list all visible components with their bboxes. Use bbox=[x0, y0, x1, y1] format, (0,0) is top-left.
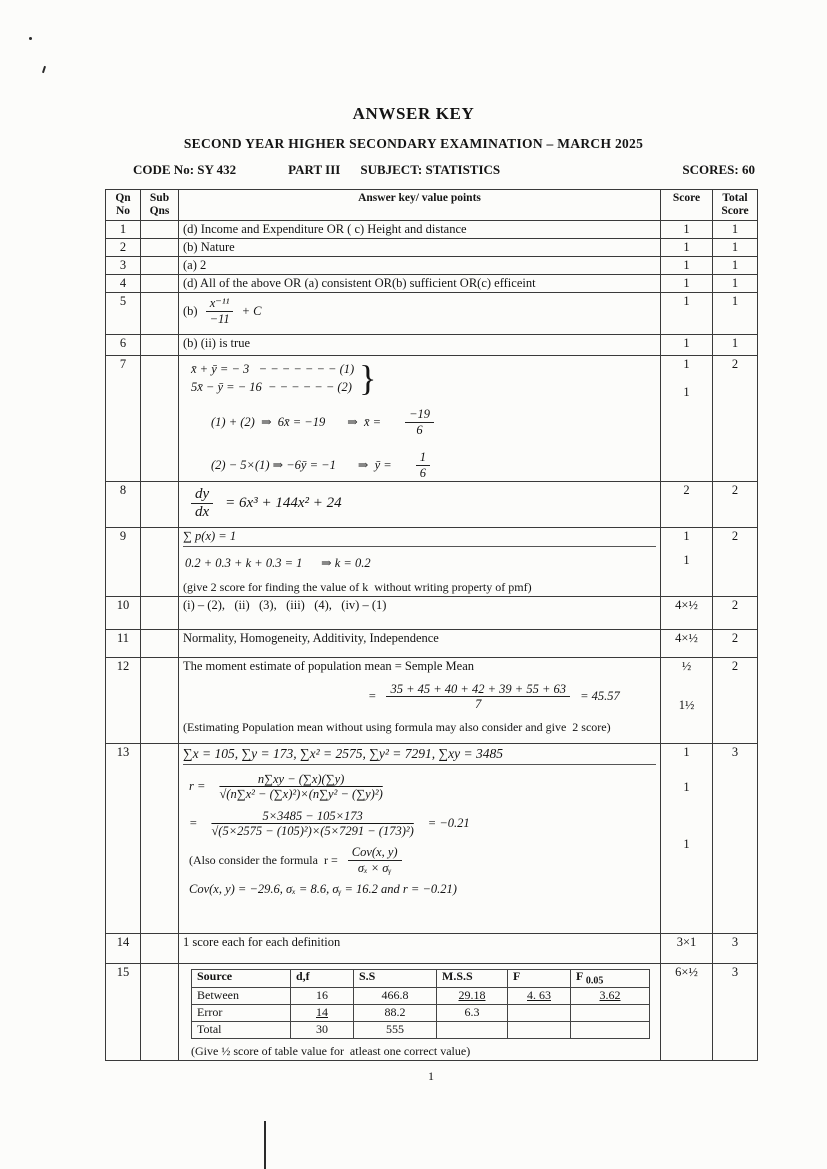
answer-cell: (d) Income and Expenditure OR ( c) Height and distance bbox=[179, 221, 661, 239]
answer-cell: (d) All of the above OR (a) consistent OR(b) sufficient OR(c) efficeint bbox=[179, 275, 661, 293]
score-cell: 4×½ bbox=[661, 596, 713, 629]
table-row-q12 bbox=[106, 657, 758, 743]
fraction: $\frac{dy}{dx}$ bbox=[191, 486, 213, 522]
solution-step-2 bbox=[211, 450, 656, 480]
code-number: CODE No: SY 432 bbox=[133, 162, 237, 177]
anova-row-error: Error 14 88.2 6.3 bbox=[192, 1004, 650, 1021]
correlation-formula bbox=[189, 772, 656, 802]
anova-header-ss: S.S bbox=[354, 969, 437, 987]
fraction: $\frac{\text{x⁻¹¹}}{-11}$ bbox=[206, 296, 234, 326]
score-cell: 4×½ bbox=[661, 629, 713, 657]
fraction: $\frac{1}{6}$ bbox=[416, 450, 430, 480]
table-row-q2 bbox=[106, 239, 758, 257]
step-result: ⇒ ȳ = bbox=[357, 458, 392, 473]
qn-number: 14 bbox=[106, 933, 141, 963]
answer-cell: 1 score each for each definition bbox=[179, 933, 661, 963]
fraction: $\frac{5\times 3485 - 105\times 173}{\text{√(5×2575 − (105)²)×(5×7291 − (173)²)}}$ bbox=[211, 808, 414, 839]
equation-1: x̄ + ȳ = − 3 − − − − − − − (1) bbox=[191, 362, 355, 377]
total-score-cell: 2 bbox=[713, 356, 758, 482]
col-header-sub-qns: Sub Qns bbox=[141, 190, 179, 221]
qn-number: 7 bbox=[106, 356, 141, 482]
derivative-formula bbox=[189, 486, 656, 522]
total-score-cell: 1 bbox=[713, 335, 758, 356]
qn-number: 6 bbox=[106, 335, 141, 356]
score-value: 1 bbox=[683, 528, 690, 543]
answer-cell: (i) – (2), (ii) (3), (iii) (4), (iv) – (1) bbox=[179, 596, 661, 629]
col-header-answer-key: Answer key/ value points bbox=[179, 190, 661, 221]
col-header-qn-no: Qn No bbox=[106, 190, 141, 221]
table-row-q1 bbox=[106, 221, 758, 239]
total-score-cell: 1 bbox=[713, 239, 758, 257]
anova-header-f: F bbox=[508, 969, 571, 987]
formula-body: = 6x³ + 144x² + 24 bbox=[225, 495, 342, 512]
anova-row-between: Between 16 466.8 29.18 4. 63 3.62 bbox=[192, 987, 650, 1004]
fraction: $\frac{n\sum xy - (\sum x)(\sum y)}{\text{√(n∑x² − (∑x)²)×(n∑y² − (∑y)²)}}$ bbox=[219, 771, 383, 802]
answer-cell bbox=[179, 963, 661, 1060]
qn-number: 10 bbox=[106, 596, 141, 629]
sub-qns-cell bbox=[141, 356, 179, 482]
table-row-q4 bbox=[106, 275, 758, 293]
covariance-values: Cov(x, y) = −29.6, σₓ = 8.6, σᵧ = 16.2 and r = −0.21) bbox=[189, 882, 457, 897]
score-cell: 1 bbox=[661, 335, 713, 356]
exam-meta-row bbox=[105, 162, 757, 178]
solution-equation: 0.2 + 0.3 + k + 0.3 = 1 ⇒ k = 0.2 bbox=[185, 555, 371, 570]
qn-number: 8 bbox=[106, 481, 141, 527]
sub-qns-cell bbox=[141, 933, 179, 963]
page-number: 1 bbox=[428, 1068, 434, 1083]
total-score-cell: 3 bbox=[713, 933, 758, 963]
sub-qns-cell bbox=[141, 221, 179, 239]
answer-cell bbox=[179, 743, 661, 933]
col-header-score: Score bbox=[661, 190, 713, 221]
table-row-q10 bbox=[106, 596, 758, 629]
document-header bbox=[0, 0, 827, 178]
sub-qns-cell bbox=[141, 963, 179, 1060]
equation-2: 5x̄ − ȳ = − 16 − − − − − − (2) bbox=[191, 380, 352, 395]
qn-number: 3 bbox=[106, 257, 141, 275]
alternate-formula-note bbox=[189, 845, 656, 875]
total-score-cell: 2 bbox=[713, 629, 758, 657]
score-cell bbox=[661, 743, 713, 933]
qn-number: 15 bbox=[106, 963, 141, 1060]
result-value: = 45.57 bbox=[580, 689, 620, 704]
qn-number: 11 bbox=[106, 629, 141, 657]
score-cell bbox=[661, 657, 713, 743]
exam-title: SECOND YEAR HIGHER SECONDARY EXAMINATION – MARCH 2025 bbox=[183, 136, 644, 151]
sub-qns-cell bbox=[141, 596, 179, 629]
score-value: ½ bbox=[681, 658, 692, 673]
answer-cell bbox=[179, 293, 661, 335]
score-value: 1 bbox=[683, 552, 690, 567]
score-cell: 1 bbox=[661, 257, 713, 275]
answer-cell bbox=[179, 527, 661, 596]
total-score-cell: 1 bbox=[713, 257, 758, 275]
score-cell: 1 bbox=[661, 275, 713, 293]
total-score-cell: 2 bbox=[713, 481, 758, 527]
scores-label: SCORES: 60 bbox=[682, 162, 755, 177]
anova-header-row bbox=[192, 969, 650, 987]
sub-qns-cell bbox=[141, 239, 179, 257]
table-row-q3 bbox=[106, 257, 758, 275]
summations-line: ∑x = 105, ∑y = 173, ∑x² = 2575, ∑y² = 7291, ∑xy = 3485 bbox=[183, 746, 656, 765]
r-equals: r = bbox=[189, 779, 206, 794]
score-cell: 1 bbox=[661, 293, 713, 335]
answer-cell: (a) 2 bbox=[179, 257, 661, 275]
table-header-row bbox=[106, 190, 758, 221]
anova-header-source: Source bbox=[192, 969, 291, 987]
option-label: (b) bbox=[183, 303, 198, 318]
answer-cell bbox=[179, 356, 661, 482]
anova-table bbox=[191, 969, 650, 1039]
subject-label: SUBJECT: STATISTICS bbox=[360, 162, 501, 177]
total-score-cell: 2 bbox=[713, 527, 758, 596]
sub-qns-cell bbox=[141, 275, 179, 293]
sub-qns-cell bbox=[141, 657, 179, 743]
score-cell: 1 bbox=[661, 221, 713, 239]
score-cell bbox=[661, 356, 713, 482]
marking-note: (give 2 score for finding the value of k without writing property of pmf) bbox=[183, 579, 532, 594]
qn-number: 2 bbox=[106, 239, 141, 257]
sub-qns-cell bbox=[141, 257, 179, 275]
answer-formula bbox=[183, 296, 656, 326]
qn-number: 9 bbox=[106, 527, 141, 596]
answer-cell: (b) (ii) is true bbox=[179, 335, 661, 356]
score-value: 1 bbox=[683, 836, 690, 851]
sub-qns-cell bbox=[141, 527, 179, 596]
table-row-q15 bbox=[106, 963, 758, 1060]
table-row-q14 bbox=[106, 933, 758, 963]
marking-note: (Give ½ score of table value for atleast one correct value) bbox=[191, 1043, 471, 1058]
result-value: = −0.21 bbox=[427, 816, 470, 831]
equals-sign: = bbox=[189, 816, 198, 831]
score-cell: 2 bbox=[661, 481, 713, 527]
sub-qns-cell bbox=[141, 629, 179, 657]
answer-cell bbox=[179, 657, 661, 743]
formula-suffix: + C bbox=[241, 303, 262, 318]
equations bbox=[191, 360, 354, 396]
step-expression: (2) − 5×(1) ⇒ −6ȳ = −1 bbox=[211, 458, 336, 473]
total-score-cell: 1 bbox=[713, 293, 758, 335]
score-value: 1 bbox=[683, 357, 690, 372]
answer-cell: (b) Nature bbox=[179, 239, 661, 257]
total-score-cell: 1 bbox=[713, 221, 758, 239]
fraction: $\frac{-19}{6}$ bbox=[405, 407, 434, 437]
fraction: $\frac{\text{Cov(x, y)}}{\text{σₓ × σᵧ}}$ bbox=[348, 845, 402, 875]
answer-cell bbox=[179, 481, 661, 527]
qn-number: 13 bbox=[106, 743, 141, 933]
score-cell: 6×½ bbox=[661, 963, 713, 1060]
correlation-substitution bbox=[189, 809, 656, 839]
answer-cell: Normality, Homogeneity, Additivity, Independence bbox=[179, 629, 661, 657]
brace-symbol: } bbox=[359, 358, 377, 399]
total-score-cell: 3 bbox=[713, 743, 758, 933]
page-title: ANWSER KEY bbox=[352, 104, 475, 123]
step-result: ⇒ x̄ = bbox=[347, 415, 382, 430]
table-row-q6 bbox=[106, 335, 758, 356]
anova-header-df: d,f bbox=[291, 969, 354, 987]
sub-qns-cell bbox=[141, 743, 179, 933]
qn-number: 4 bbox=[106, 275, 141, 293]
table-row-q5 bbox=[106, 293, 758, 335]
note-text: (Also consider the formula r = bbox=[189, 852, 338, 867]
total-score-cell: 1 bbox=[713, 275, 758, 293]
equation-system bbox=[191, 358, 656, 399]
anova-header-f05: F $_{0.05}$ bbox=[571, 969, 650, 987]
sub-qns-cell bbox=[141, 335, 179, 356]
equals-sign: = bbox=[368, 689, 377, 704]
score-cell: 1 bbox=[661, 239, 713, 257]
table-row-q11 bbox=[106, 629, 758, 657]
total-score-cell: 2 bbox=[713, 657, 758, 743]
score-value: 1 bbox=[683, 779, 690, 794]
sub-qns-cell bbox=[141, 481, 179, 527]
table-row-q7 bbox=[106, 356, 758, 482]
fraction: $\frac{35 + 45 + 40 + 42 + 39 + 55 + 63}{7}$ bbox=[386, 682, 570, 712]
part-label: PART III bbox=[288, 162, 341, 177]
sub-qns-cell bbox=[141, 293, 179, 335]
qn-number: 1 bbox=[106, 221, 141, 239]
anova-header-mss: M.S.S bbox=[437, 969, 508, 987]
scan-artifact-line bbox=[264, 1121, 266, 1169]
total-score-cell: 3 bbox=[713, 963, 758, 1060]
table-row-q8 bbox=[106, 481, 758, 527]
score-cell: 3×1 bbox=[661, 933, 713, 963]
solution-step-1 bbox=[211, 407, 656, 437]
score-value: 1½ bbox=[678, 697, 695, 712]
total-score-cell: 2 bbox=[713, 596, 758, 629]
mean-computation bbox=[368, 682, 656, 712]
score-cell bbox=[661, 527, 713, 596]
score-value: 1 bbox=[683, 744, 690, 759]
score-value: 1 bbox=[683, 385, 690, 400]
col-header-total-score: Total Score bbox=[713, 190, 758, 221]
moment-estimate-statement: The moment estimate of population mean = Semple Mean bbox=[183, 658, 475, 673]
scan-artifact-dot bbox=[29, 37, 32, 40]
answer-key-table bbox=[105, 189, 758, 1061]
marking-note: (Estimating Population mean without using formula may also consider and give 2 score) bbox=[183, 719, 611, 734]
qn-number: 12 bbox=[106, 657, 141, 743]
table-row-q13 bbox=[106, 743, 758, 933]
table-row-q9 bbox=[106, 527, 758, 596]
qn-number: 5 bbox=[106, 293, 141, 335]
anova-row-total: Total 30 555 bbox=[192, 1021, 650, 1038]
step-expression: (1) + (2) ⇒ 6x̄ = −19 bbox=[211, 415, 326, 430]
pmf-property: ∑ p(x) = 1 bbox=[183, 529, 656, 547]
